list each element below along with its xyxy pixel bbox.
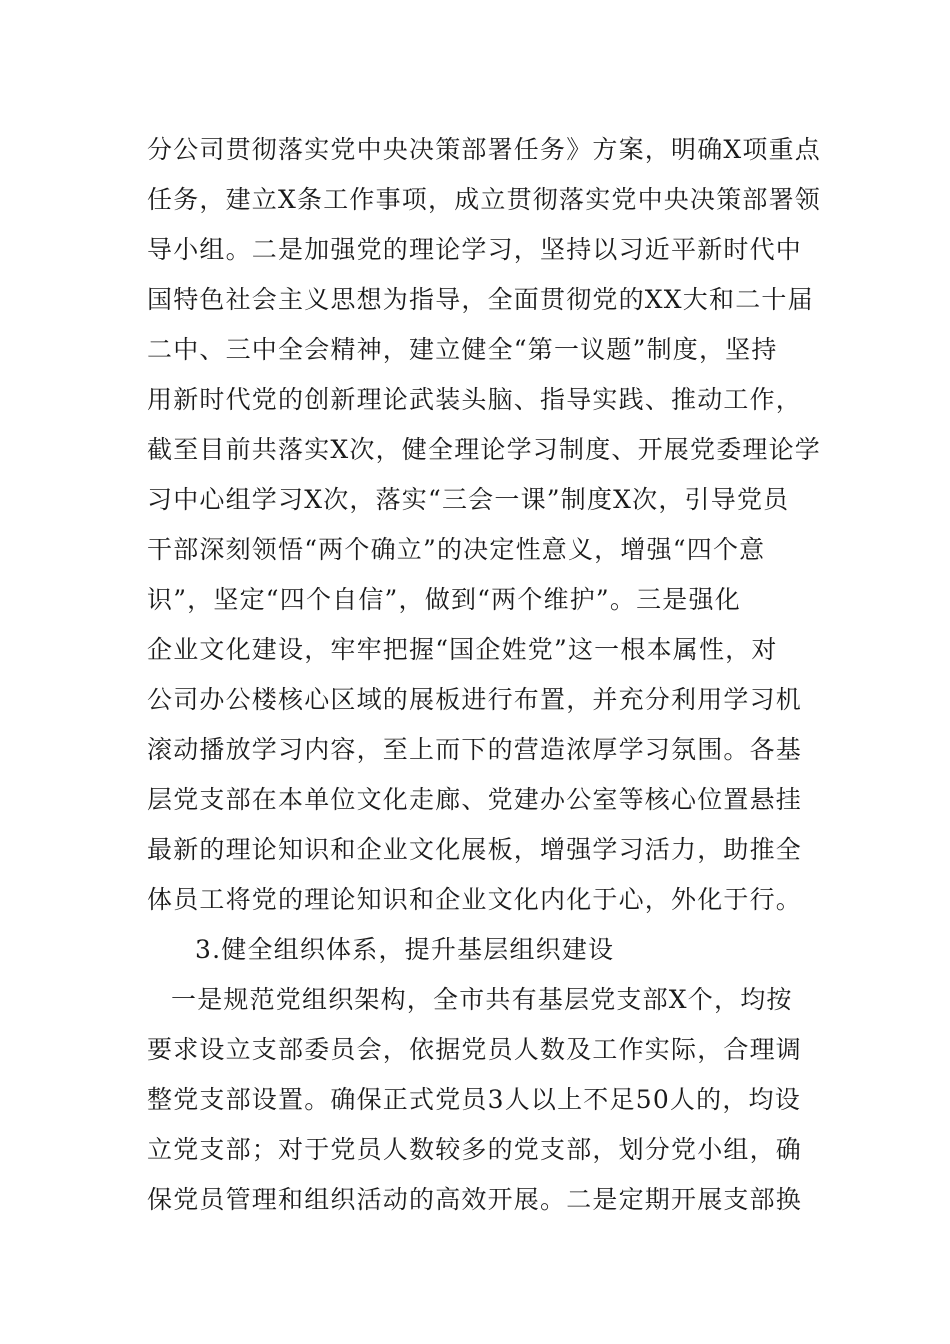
text-line: 体员工将党的理论知识和企业文化内化于心，外化于行。: [147, 885, 803, 914]
text-line: 分公司贯彻落实党中央决策部署任务》方案，明确X项重点: [147, 135, 822, 164]
text-line: 导小组。二是加强党的理论学习，坚持以习近平新时代中: [147, 235, 803, 264]
document-body: [147, 0, 822, 1344]
text-line: 企业文化建设，牢牢把握“国企姓党”这一根本属性，对: [147, 635, 778, 664]
text-line: 二中、三中全会精神，建立健全“第一议题”制度，坚持: [147, 335, 778, 364]
text-line: 立党支部；对于党员人数较多的党支部，划分党小组，确: [147, 1135, 803, 1164]
text-line: 用新时代党的创新理论武装头脑、指导实践、推动工作，: [147, 385, 803, 414]
text-line: 一是规范党组织架构，全市共有基层党支部X个，均按: [171, 985, 793, 1014]
text-line: 习中心组学习X次，落实“三会一课”制度X次，引导党员: [147, 485, 790, 514]
text-line: 干部深刻领悟“两个确立”的决定性意义，增强“四个意: [147, 535, 766, 564]
text-line: 任务，建立X条工作事项，成立贯彻落实党中央决策部署领: [147, 185, 822, 214]
text-line: 滚动播放学习内容，至上而下的营造浓厚学习氛围。各基: [147, 735, 803, 764]
text-line: 保党员管理和组织活动的高效开展。二是定期开展支部换: [147, 1185, 803, 1214]
text-line: 识”，坚定“四个自信”，做到“两个维护”。三是强化: [147, 585, 741, 614]
text-line: 要求设立支部委员会，依据党员人数及工作实际，合理调: [147, 1035, 803, 1064]
section-heading: 3.健全组织体系，提升基层组织建设: [195, 935, 615, 964]
text-line: 国特色社会主义思想为指导，全面贯彻党的XX大和二十届: [147, 285, 814, 314]
text-line: 截至目前共落实X次，健全理论学习制度、开展党委理论学: [147, 435, 822, 464]
text-line: 最新的理论知识和企业文化展板，增强学习活力，助推全: [147, 835, 803, 864]
text-line: 整党支部设置。确保正式党员3人以上不足50人的，均设: [147, 1085, 801, 1114]
text-line: 公司办公楼核心区域的展板进行布置，并充分利用学习机: [147, 685, 803, 714]
text-line: 层党支部在本单位文化走廊、党建办公室等核心位置悬挂: [147, 785, 803, 814]
